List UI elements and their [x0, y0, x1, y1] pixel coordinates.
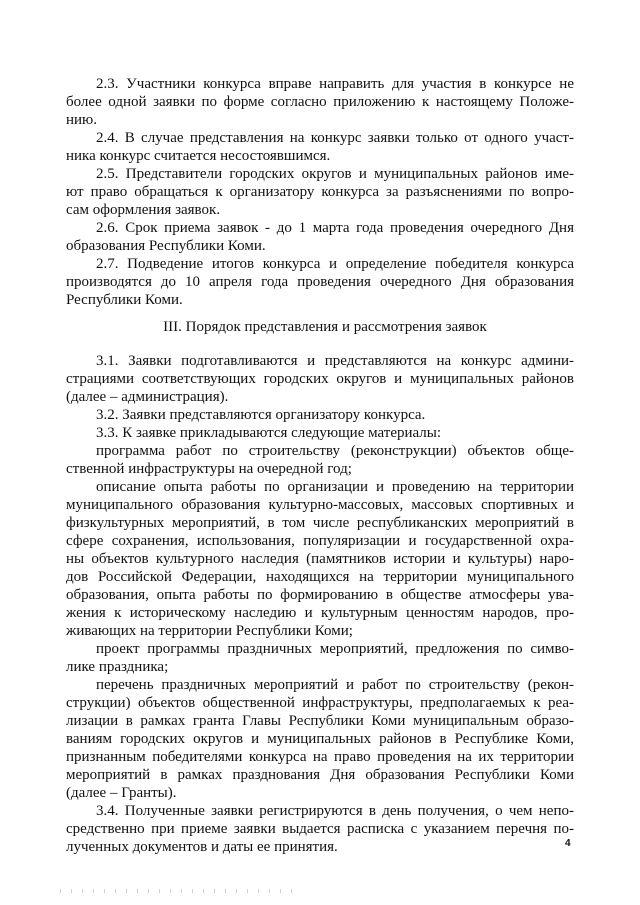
text-line: 2.5. Представители городских округов и муниципальных районов име- — [96, 166, 574, 182]
text-line: ственной инфраструктуры на очередной год; — [66, 461, 352, 477]
text-line: 2.6. Срок приема заявок - до 1 марта года проведения очередного Дня — [96, 220, 574, 236]
text-line: ника конкурс считается несостоявшимся. — [66, 148, 331, 164]
text-line: страциями соответствующих городских округов и муниципальных районов — [66, 371, 574, 387]
text-line: средственно при приеме заявки выдается расписка с указанием перечня по- — [66, 821, 574, 837]
text-line: образования, опыта работы по формированию в обществе атмосферы ува- — [66, 587, 574, 603]
text-line: струкции) объектов общественной инфраструктуры, предполагаемых к реа- — [66, 695, 574, 711]
text-line: 3.1. Заявки подготавливаются и представляются на конкурс админи- — [96, 353, 574, 369]
section-heading: III. Порядок представления и рассмотрения заявок — [163, 319, 487, 335]
text-line: нию. — [66, 112, 98, 128]
text-line: жения к историческому наследию и культурным ценностям народов, про- — [66, 605, 574, 621]
text-line: программа работ по строительству (реконструкции) объектов обще- — [96, 443, 574, 459]
text-line: физкультурных мероприятий, в том числе республиканских мероприятий в — [66, 515, 574, 531]
text-line: дов Российской Федерации, находящихся на территории муниципального — [66, 569, 574, 585]
text-line: сфере сохранения, использования, популяризации и государственной охра- — [66, 533, 574, 549]
text-line: перечень праздничных мероприятий и работ по строительству (рекон- — [96, 677, 574, 693]
text-line: описание опыта работы по организации и проведению на территории — [96, 479, 574, 495]
text-line: сам оформления заявок. — [66, 202, 221, 218]
text-line: лике праздника; — [66, 659, 169, 675]
section-2-paragraphs — [66, 75, 574, 309]
text-line: (далее – Гранты). — [66, 785, 177, 801]
section-3-paragraphs — [66, 352, 574, 856]
text-line: ны объектов культурного наследия (памятников истории и культуры) наро- — [66, 551, 574, 567]
text-line: мероприятий в рамках празднования Дня образования Республики Коми — [66, 767, 574, 783]
text-line: муниципального образования культурно-массовых, массовых спортивных и — [66, 497, 574, 513]
text-line: 2.4. В случае представления на конкурс заявки только от одного участ- — [96, 130, 574, 146]
text-line: лученных документов и даты ее принятия. — [66, 839, 338, 855]
text-line: признанным победителями конкурса на право проведения на их территории — [66, 749, 574, 765]
text-line: 2.7. Подведение итогов конкурса и определение победителя конкурса — [96, 256, 574, 272]
text-line: производятся до 10 апреля года проведения очередного Дня образования — [66, 274, 574, 290]
text-line: 3.4. Полученные заявки регистрируются в день получения, о чем непо- — [96, 803, 574, 819]
text-line: 3.3. К заявке прикладываются следующие материалы: — [96, 425, 442, 441]
text-line: (далее – администрация). — [66, 389, 229, 405]
text-line: более одной заявки по форме согласно приложению к настоящему Положе- — [66, 94, 574, 110]
scan-artifact — [60, 889, 300, 893]
text-line: 3.2. Заявки представляются организатору конкурса. — [96, 407, 426, 423]
text-line: ют право обращаться к организатору конкурса за разъяснениями по вопро- — [66, 184, 574, 200]
text-line: живающих на территории Республики Коми; — [66, 623, 353, 639]
text-line: ваниям городских округов и муниципальных районов в Республике Коми, — [66, 731, 574, 747]
text-line: Республики Коми. — [66, 292, 183, 308]
text-line: 2.3. Участники конкурса вправе направить для участия в конкурсе не — [96, 76, 574, 92]
page-number: 4 — [565, 838, 571, 849]
text-line: проект программы праздничных мероприятий, предложения по симво- — [96, 641, 574, 657]
text-line: образования Республики Коми. — [66, 238, 266, 254]
text-line: лизации в рамках гранта Главы Республики Коми муниципальным образо- — [66, 713, 574, 729]
